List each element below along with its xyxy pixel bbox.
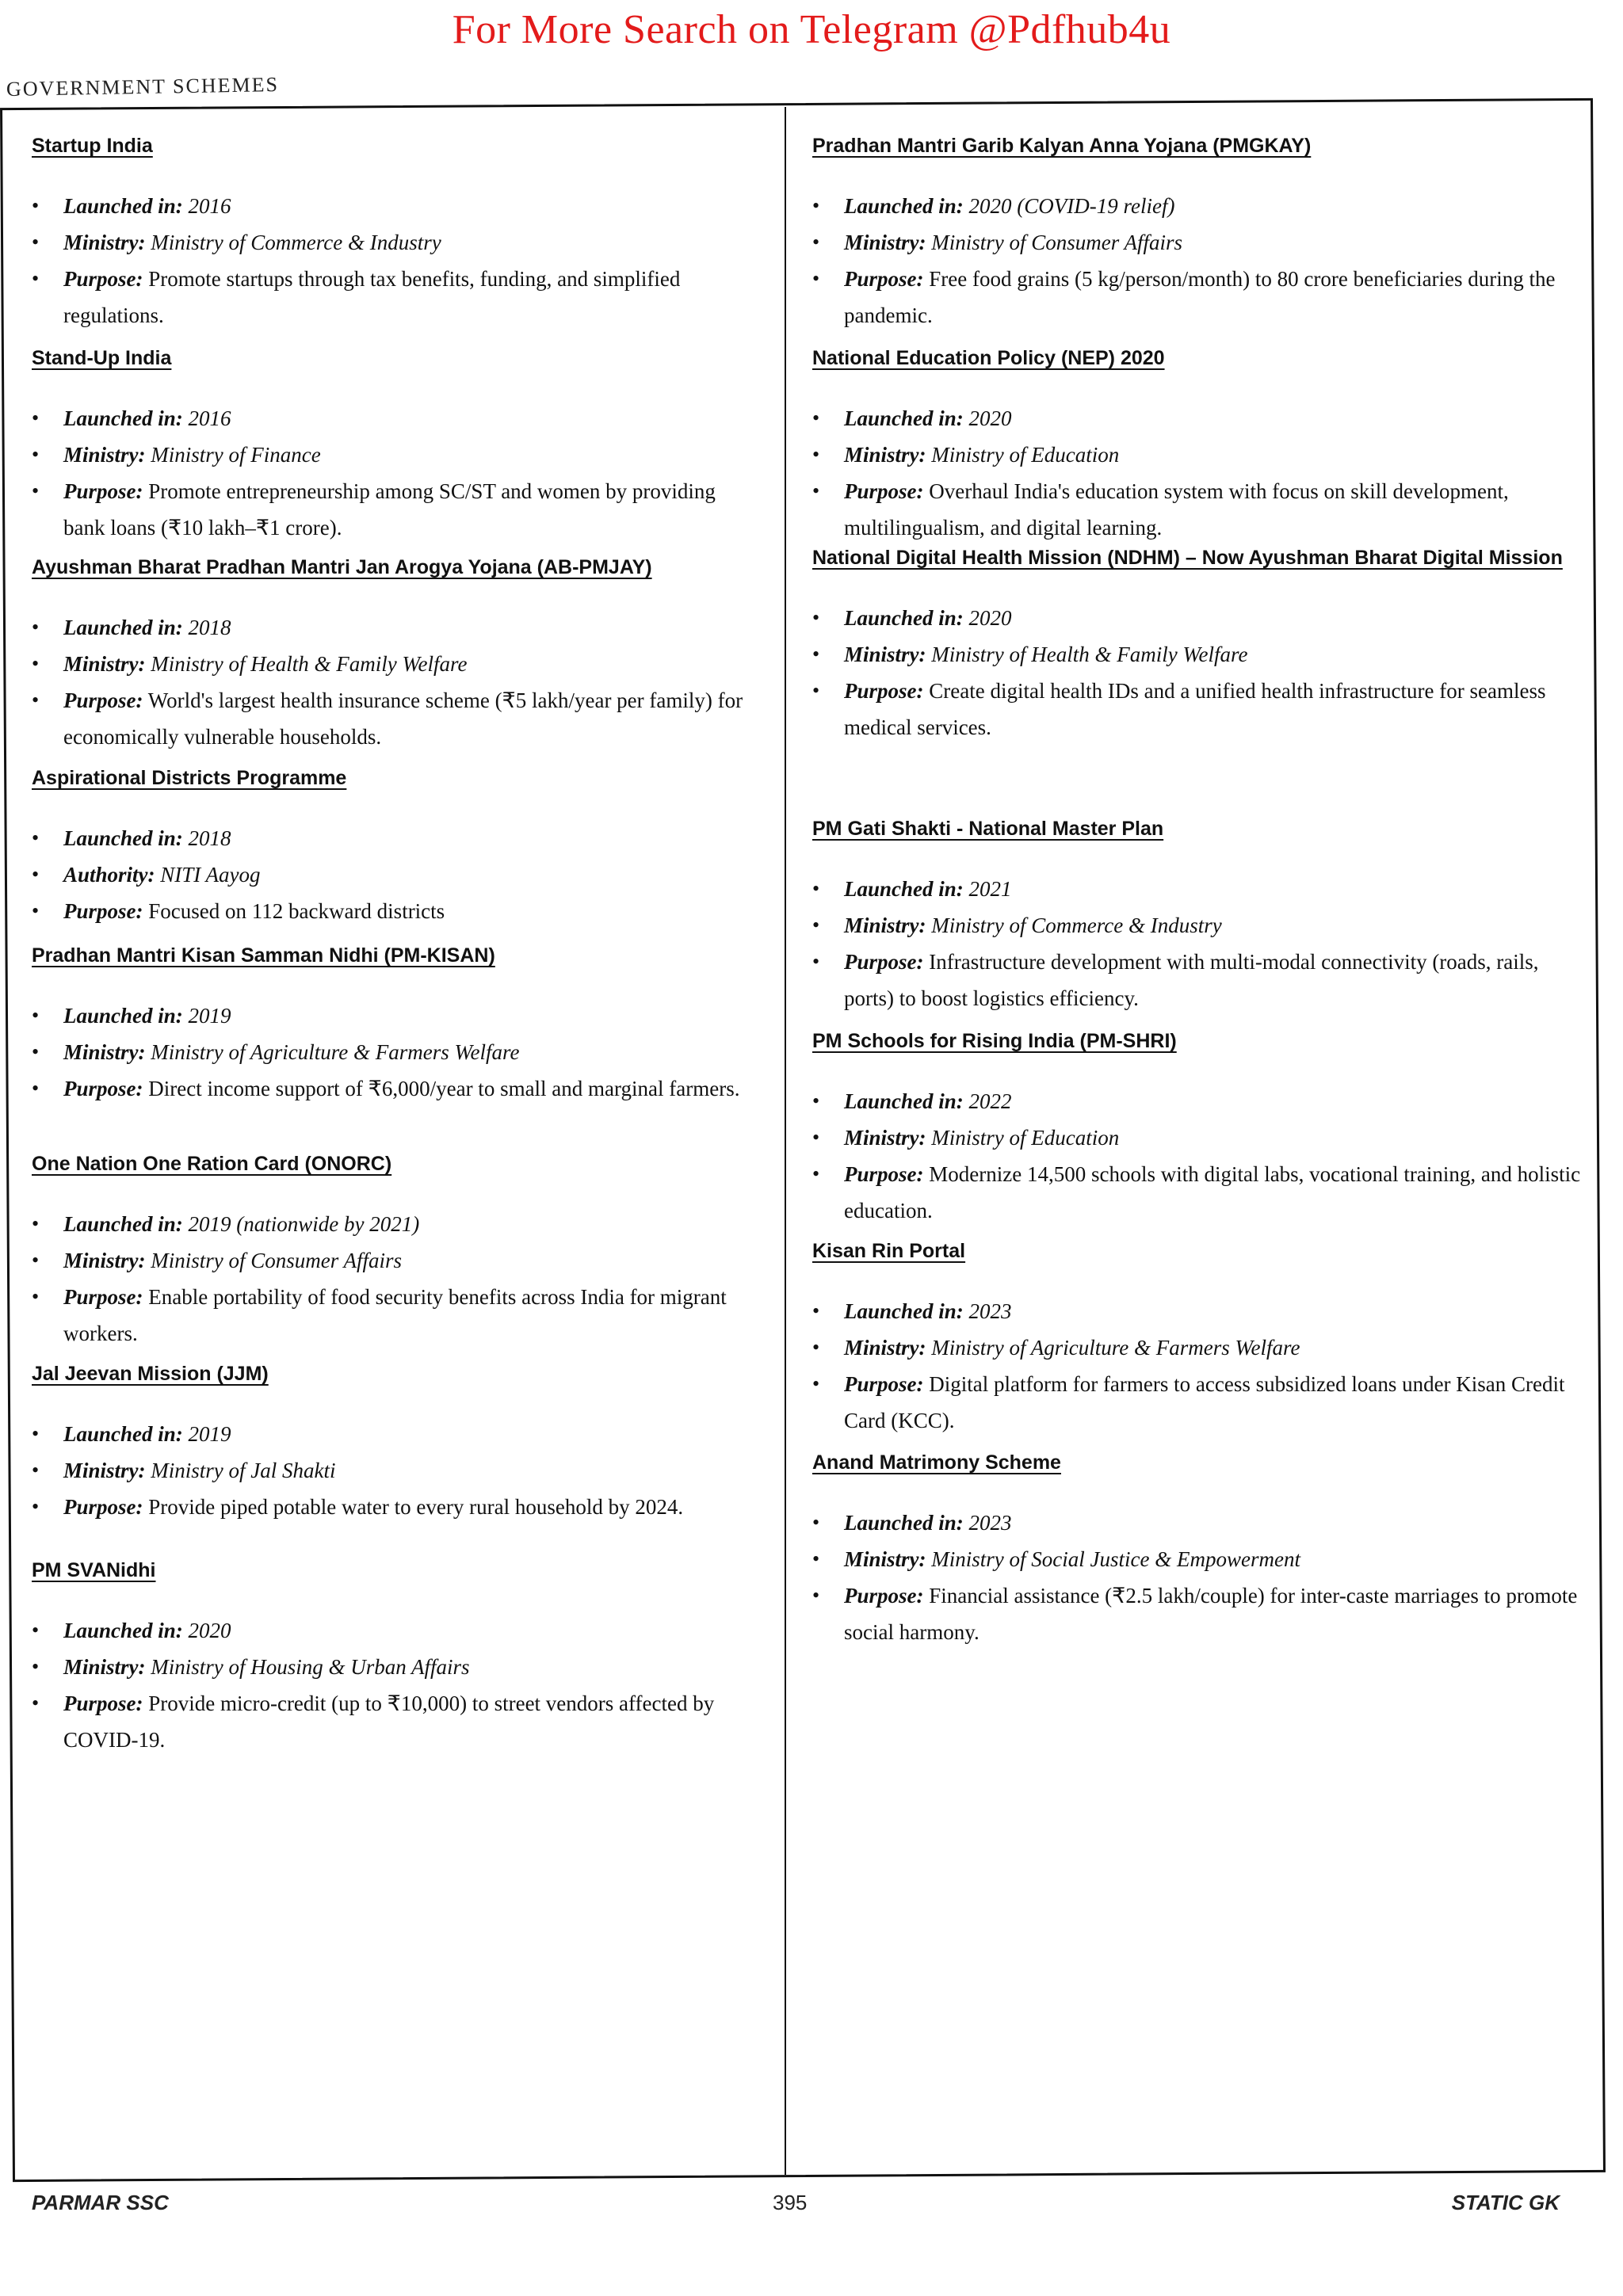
detail-value: Promote entrepreneurship among SC/ST and women by providing bank loans (₹10 lakh–₹1 crore). <box>63 479 716 540</box>
telegram-banner: For More Search on Telegram @Pdfhub4u <box>452 7 1171 52</box>
detail-value: 2023 <box>968 1511 1012 1535</box>
column-divider <box>785 107 786 2175</box>
scheme-title: National Digital Health Mission (NDHM) – Now Ayushman Bharat Digital Mission <box>812 547 1563 569</box>
detail-key: Ministry: <box>63 231 146 254</box>
scheme-title: Startup India <box>32 135 153 157</box>
detail-value: Ministry of Social Justice & Empowerment <box>931 1547 1300 1571</box>
scheme-title: Anand Matrimony Scheme <box>812 1451 1061 1474</box>
scheme-detail-item <box>812 188 1581 224</box>
scheme-detail-item <box>32 1612 761 1649</box>
detail-key: Purpose: <box>844 267 924 291</box>
detail-key: Launched in: <box>844 877 964 901</box>
detail-key: Ministry: <box>63 652 146 676</box>
detail-key: Launched in: <box>63 826 183 850</box>
scheme-detail-item <box>812 1119 1581 1156</box>
detail-key: Purpose: <box>63 1691 143 1715</box>
detail-value: 2020 <box>968 606 1012 630</box>
scheme-title: PM SVANidhi <box>32 1559 156 1581</box>
detail-value: Provide piped potable water to every rural household by 2024. <box>148 1495 684 1519</box>
detail-value: Ministry of Finance <box>151 443 321 467</box>
scheme-details <box>32 400 761 546</box>
scheme-detail-item <box>32 1279 761 1352</box>
scheme-details <box>812 400 1581 546</box>
scheme-block <box>32 1559 761 1758</box>
scheme-detail-item <box>812 1577 1581 1650</box>
scheme-detail-item <box>32 1070 761 1107</box>
detail-value: Ministry of Education <box>931 443 1120 467</box>
detail-value: 2016 <box>188 194 231 218</box>
scheme-title: PM Schools for Rising India (PM-SHRI) <box>812 1030 1177 1052</box>
scheme-detail-item <box>812 261 1581 334</box>
scheme-detail-item <box>32 1649 761 1685</box>
detail-value: 2020 <box>188 1619 231 1642</box>
scheme-detail-item <box>32 188 761 224</box>
scheme-detail-item <box>812 224 1581 261</box>
detail-key: Launched in: <box>844 194 964 218</box>
detail-value: Digital platform for farmers to access subsidized loans under Kisan Credit Card (KCC). <box>844 1372 1565 1432</box>
detail-value: Ministry of Agriculture & Farmers Welfare <box>931 1336 1300 1360</box>
detail-value: Direct income support of ₹6,000/year to small and marginal farmers. <box>148 1077 740 1100</box>
scheme-detail-item <box>32 400 761 437</box>
scheme-title: National Education Policy (NEP) 2020 <box>812 347 1165 369</box>
detail-key: Launched in: <box>844 1511 964 1535</box>
detail-value: Ministry of Jal Shakti <box>151 1459 336 1482</box>
scheme-detail-item <box>32 1242 761 1279</box>
scheme-block <box>812 1030 1581 1229</box>
scheme-detail-item <box>812 1541 1581 1577</box>
scheme-details <box>32 820 761 929</box>
scheme-block <box>32 767 761 929</box>
detail-key: Purpose: <box>63 1495 143 1519</box>
detail-value: 2020 (COVID-19 relief) <box>968 194 1175 218</box>
detail-key: Ministry: <box>844 913 926 937</box>
scheme-detail-item <box>812 1329 1581 1366</box>
detail-key: Purpose: <box>63 267 143 291</box>
detail-key: Purpose: <box>844 479 924 503</box>
detail-value: 2019 <box>188 1004 231 1028</box>
scheme-detail-item <box>32 893 761 929</box>
detail-value: 2023 <box>968 1299 1012 1323</box>
detail-value: Create digital health IDs and a unified health infrastructure for seamless medical services. <box>844 679 1546 739</box>
detail-key: Ministry: <box>63 1249 146 1272</box>
scheme-detail-item <box>32 1489 761 1525</box>
detail-value: 2021 <box>968 877 1012 901</box>
scheme-detail-item <box>32 820 761 856</box>
detail-key: Purpose: <box>844 679 924 703</box>
scheme-details <box>32 997 761 1107</box>
scheme-block <box>812 547 1581 746</box>
scheme-detail-item <box>32 1034 761 1070</box>
detail-key: Purpose: <box>63 1285 143 1309</box>
detail-key: Launched in: <box>844 1299 964 1323</box>
scheme-block <box>32 347 761 546</box>
scheme-title: Jal Jeevan Mission (JJM) <box>32 1363 269 1385</box>
scheme-title: Ayushman Bharat Pradhan Mantri Jan Arogya Yojana (AB-PMJAY) <box>32 556 652 578</box>
scheme-detail-item <box>32 1685 761 1758</box>
detail-key: Launched in: <box>63 616 183 639</box>
footer-left: PARMAR SSC <box>32 2191 169 2214</box>
detail-value: Ministry of Housing & Urban Affairs <box>151 1655 470 1679</box>
scheme-detail-item <box>32 224 761 261</box>
scheme-block <box>32 556 761 755</box>
detail-key: Ministry: <box>844 231 926 254</box>
detail-key: Purpose: <box>844 1584 924 1608</box>
detail-value: Modernize 14,500 schools with digital labs, vocational training, and holistic education. <box>844 1162 1581 1222</box>
detail-value: 2019 (nationwide by 2021) <box>188 1212 420 1236</box>
scheme-block <box>32 1153 761 1352</box>
scheme-detail-item <box>32 856 761 893</box>
detail-key: Purpose: <box>63 899 143 923</box>
scheme-title: Aspirational Districts Programme <box>32 767 347 789</box>
detail-key: Launched in: <box>63 1212 183 1236</box>
detail-key: Purpose: <box>63 479 143 503</box>
scheme-detail-item <box>812 673 1581 746</box>
scheme-block <box>32 135 761 334</box>
scheme-detail-item <box>812 437 1581 473</box>
scheme-details <box>32 609 761 755</box>
detail-key: Ministry: <box>844 643 926 666</box>
scheme-block <box>32 944 761 1107</box>
scheme-details <box>32 1416 761 1525</box>
scheme-title: One Nation One Ration Card (ONORC) <box>32 1153 392 1175</box>
scheme-title: PM Gati Shakti - National Master Plan <box>812 818 1164 840</box>
scheme-details <box>32 1206 761 1352</box>
scheme-detail-item <box>32 1452 761 1489</box>
scheme-block <box>812 1240 1581 1439</box>
detail-key: Purpose: <box>844 1372 924 1396</box>
detail-value: 2022 <box>968 1089 1012 1113</box>
scheme-title: Pradhan Mantri Garib Kalyan Anna Yojana (PMGKAY) <box>812 135 1312 157</box>
detail-value: 2016 <box>188 406 231 430</box>
scheme-detail-item <box>32 1416 761 1452</box>
detail-value: Focused on 112 backward districts <box>148 899 445 923</box>
scheme-details <box>812 1083 1581 1229</box>
detail-value: Ministry of Consumer Affairs <box>151 1249 403 1272</box>
detail-value: 2018 <box>188 826 231 850</box>
scheme-block <box>812 347 1581 546</box>
detail-value: Ministry of Health & Family Welfare <box>151 652 468 676</box>
detail-value: Ministry of Commerce & Industry <box>931 913 1222 937</box>
scheme-details <box>812 600 1581 746</box>
running-head: GOVERNMENT SCHEMES <box>6 73 280 101</box>
detail-key: Ministry: <box>844 1336 926 1360</box>
detail-value: 2019 <box>188 1422 231 1446</box>
scheme-detail-item <box>812 1505 1581 1541</box>
detail-key: Launched in: <box>63 1422 183 1446</box>
detail-value: Overhaul India's education system with focus on skill development, multilingualism, and digital learning. <box>844 479 1509 540</box>
detail-key: Ministry: <box>63 1655 146 1679</box>
detail-value: Ministry of Consumer Affairs <box>931 231 1183 254</box>
detail-key: Launched in: <box>844 1089 964 1113</box>
detail-value: 2018 <box>188 616 231 639</box>
scheme-detail-item <box>812 1083 1581 1119</box>
detail-value: 2020 <box>968 406 1012 430</box>
detail-key: Launched in: <box>844 606 964 630</box>
scheme-detail-item <box>812 473 1581 546</box>
footer-right: STATIC GK <box>1451 2191 1560 2214</box>
scheme-detail-item <box>812 1366 1581 1439</box>
detail-value: Infrastructure development with multi-modal connectivity (roads, rails, ports) to boost logistics efficiency. <box>844 950 1539 1010</box>
scheme-block <box>812 818 1581 1016</box>
scheme-detail-item <box>812 907 1581 944</box>
detail-key: Purpose: <box>63 1077 143 1100</box>
detail-key: Purpose: <box>63 688 143 712</box>
scheme-title: Stand-Up India <box>32 347 172 369</box>
scheme-detail-item <box>32 997 761 1034</box>
detail-key: Launched in: <box>63 1619 183 1642</box>
scheme-detail-item <box>32 437 761 473</box>
detail-value: Enable portability of food security benefits across India for migrant workers. <box>63 1285 727 1345</box>
detail-value: Free food grains (5 kg/person/month) to 80 crore beneficiaries during the pandemic. <box>844 267 1556 327</box>
detail-value: Provide micro-credit (up to ₹10,000) to street vendors affected by COVID-19. <box>63 1691 715 1752</box>
detail-key: Ministry: <box>844 1547 926 1571</box>
scheme-title: Kisan Rin Portal <box>812 1240 966 1262</box>
scheme-detail-item <box>812 871 1581 907</box>
detail-value: World's largest health insurance scheme (₹5 lakh/year per family) for economically vulnerable households. <box>63 688 743 749</box>
detail-key: Launched in: <box>63 194 183 218</box>
scheme-detail-item <box>32 1206 761 1242</box>
scheme-details <box>32 1612 761 1758</box>
scheme-detail-item <box>812 1293 1581 1329</box>
detail-key: Ministry: <box>63 1459 146 1482</box>
scheme-block <box>812 1451 1581 1650</box>
scheme-detail-item <box>812 1156 1581 1229</box>
detail-key: Purpose: <box>844 1162 924 1186</box>
scheme-title: Pradhan Mantri Kisan Samman Nidhi (PM-KISAN) <box>32 944 495 967</box>
scheme-detail-item <box>812 636 1581 673</box>
detail-value: Ministry of Education <box>931 1126 1120 1150</box>
page-number: 395 <box>773 2191 808 2214</box>
scheme-detail-item <box>32 646 761 682</box>
scheme-detail-item <box>812 400 1581 437</box>
detail-key: Ministry: <box>63 443 146 467</box>
scheme-block <box>32 1363 761 1525</box>
detail-key: Launched in: <box>63 406 183 430</box>
detail-key: Launched in: <box>844 406 964 430</box>
scheme-detail-item <box>812 944 1581 1016</box>
detail-key: Ministry: <box>844 1126 926 1150</box>
scheme-details <box>812 1293 1581 1439</box>
scheme-detail-item <box>32 473 761 546</box>
detail-value: Ministry of Agriculture & Farmers Welfare <box>151 1040 520 1064</box>
detail-key: Ministry: <box>844 443 926 467</box>
detail-value: NITI Aayog <box>160 863 261 887</box>
scheme-details <box>812 188 1581 334</box>
scheme-details <box>812 871 1581 1016</box>
detail-key: Launched in: <box>63 1004 183 1028</box>
scheme-details <box>32 188 761 334</box>
scheme-detail-item <box>32 261 761 334</box>
detail-value: Ministry of Commerce & Industry <box>151 231 441 254</box>
scheme-detail-item <box>812 600 1581 636</box>
detail-value: Promote startups through tax benefits, funding, and simplified regulations. <box>63 267 681 327</box>
detail-key: Authority: <box>63 863 155 887</box>
scheme-details <box>812 1505 1581 1650</box>
detail-value: Financial assistance (₹2.5 lakh/couple) for inter-caste marriages to promote social harmony. <box>844 1584 1578 1644</box>
detail-key: Ministry: <box>63 1040 146 1064</box>
scheme-block <box>812 135 1581 334</box>
scheme-detail-item <box>32 609 761 646</box>
detail-key: Purpose: <box>844 950 924 974</box>
detail-value: Ministry of Health & Family Welfare <box>931 643 1248 666</box>
scheme-detail-item <box>32 682 761 755</box>
